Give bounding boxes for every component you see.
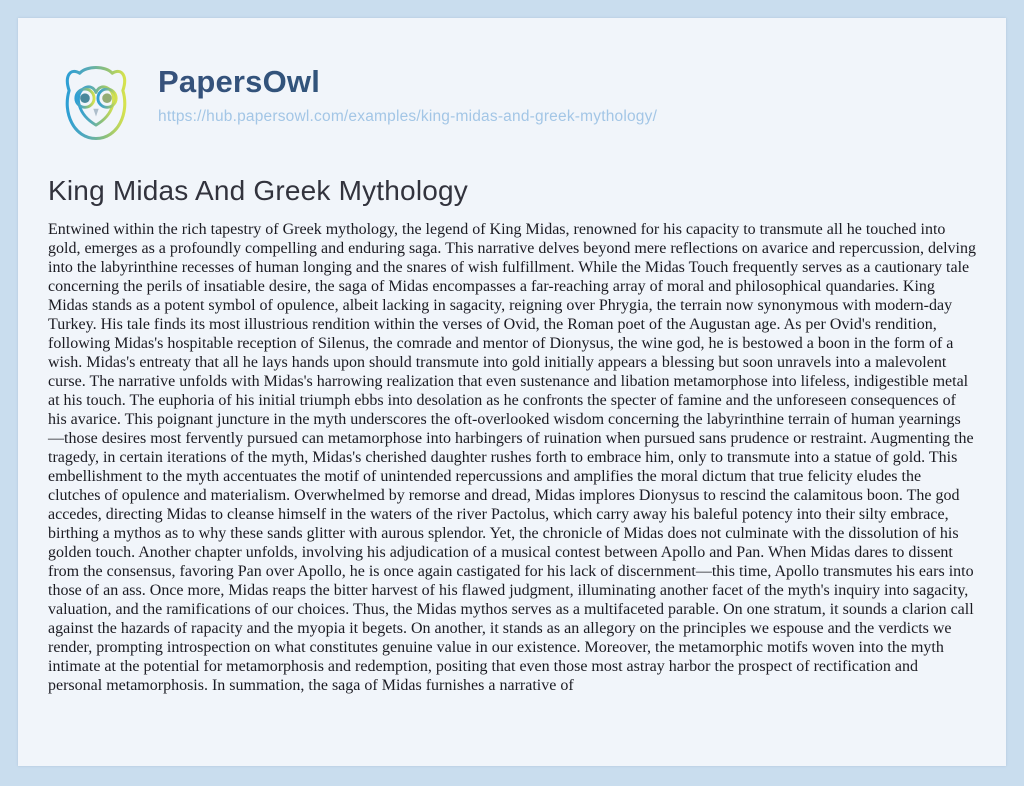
owl-logo-icon bbox=[48, 55, 144, 151]
site-header bbox=[48, 55, 976, 151]
document-page bbox=[18, 18, 1006, 766]
source-url[interactable]: https://hub.papersowl.com/examples/king-midas-and-greek-mythology/ bbox=[158, 108, 658, 126]
brand-wordmark: PapersOwl bbox=[158, 65, 657, 99]
essay-body: Entwined within the rich tapestry of Greek mythology, the legend of King Midas, renowned for his capacity to transmute all he touched into gold, emerges as a profoundly compelling and enduring saga. This narrative delves beyond mere reflections on avarice and repercussion, delving into the labyrinthine recesses of human longing and the snares of wish fulfillment. While the Midas Touch frequently serves as a cautionary tale concerning the perils of insatiable desire, the saga of Midas encompasses a far-reaching array of moral and philosophical quandaries. King Midas stands as a potent symbol of opulence, albeit lacking in sagacity, reigning over Phrygia, the terrain now synonymous with modern-day Turkey. His tale finds its most illustrious rendition within the verses of Ovid, the Roman poet of the Augustan age. As per Ovid's rendition, following Midas's hospitable reception of Silenus, the comrade and mentor of Dionysus, the wine god, he is bestowed a boon in the form of a wish. Midas's entreaty that all he lays hands upon should transmute into gold initially appears a blessing but soon unravels into a malevolent curse. The narrative unfolds with Midas's harrowing realization that even sustenance and libation metamorphose into lifeless, indigestible metal at his touch. The euphoria of his initial triumph ebbs into desolation as he confronts the specter of famine and the unforeseen consequences of his avarice. This poignant juncture in the myth underscores the oft-overlooked wisdom concerning the labyrinthine terrain of human yearnings—those desires most fervently pursued can metamorphose into harbingers of ruination when pursued sans prudence or restraint. Augmenting the tragedy, in certain iterations of the myth, Midas's cherished daughter rushes forth to embrace him, only to transmute into a statue of gold. This embellishment to the myth accentuates the motif of unintended repercussions and amplifies the moral dictum that true felicity eludes the clutches of opulence and materialism. Overwhelmed by remorse and dread, Midas implores Dionysus to rescind the calamitous boon. The god accedes, directing Midas to cleanse himself in the waters of the river Pactolus, which carry away his baleful potency into their silty embrace, birthing a mythos as to why these sands glitter with aurous splendor. Yet, the chronicle of Midas does not culminate with the dissolution of his golden touch. Another chapter unfolds, involving his adjudication of a musical contest between Apollo and Pan. When Midas dares to dissent from the consensus, favoring Pan over Apollo, he is once again castigated for his lack of discernment—this time, Apollo transmutes his ears into those of an ass. Once more, Midas reaps the bitter harvest of his flawed judgment, illuminating another facet of the myth's inquiry into sagacity, valuation, and the ramifications of our choices. Thus, the Midas mythos serves as a multifaceted parable. On one stratum, it sounds a clarion call against the hazards of rapacity and the myopia it begets. On another, it stands as an allegory on the principles we espouse and the verdicts we render, prompting introspection on what constitutes genuine value in our existence. Moreover, the metamorphic motifs woven into the myth intimate at the potential for metamorphosis and redemption, positing that even those most astray harbor the prospect of rectification and personal metamorphosis. In summation, the saga of Midas furnishes a narrative of bbox=[48, 221, 976, 694]
header-text-block bbox=[158, 65, 657, 126]
page-title: King Midas And Greek Mythology bbox=[48, 175, 468, 206]
